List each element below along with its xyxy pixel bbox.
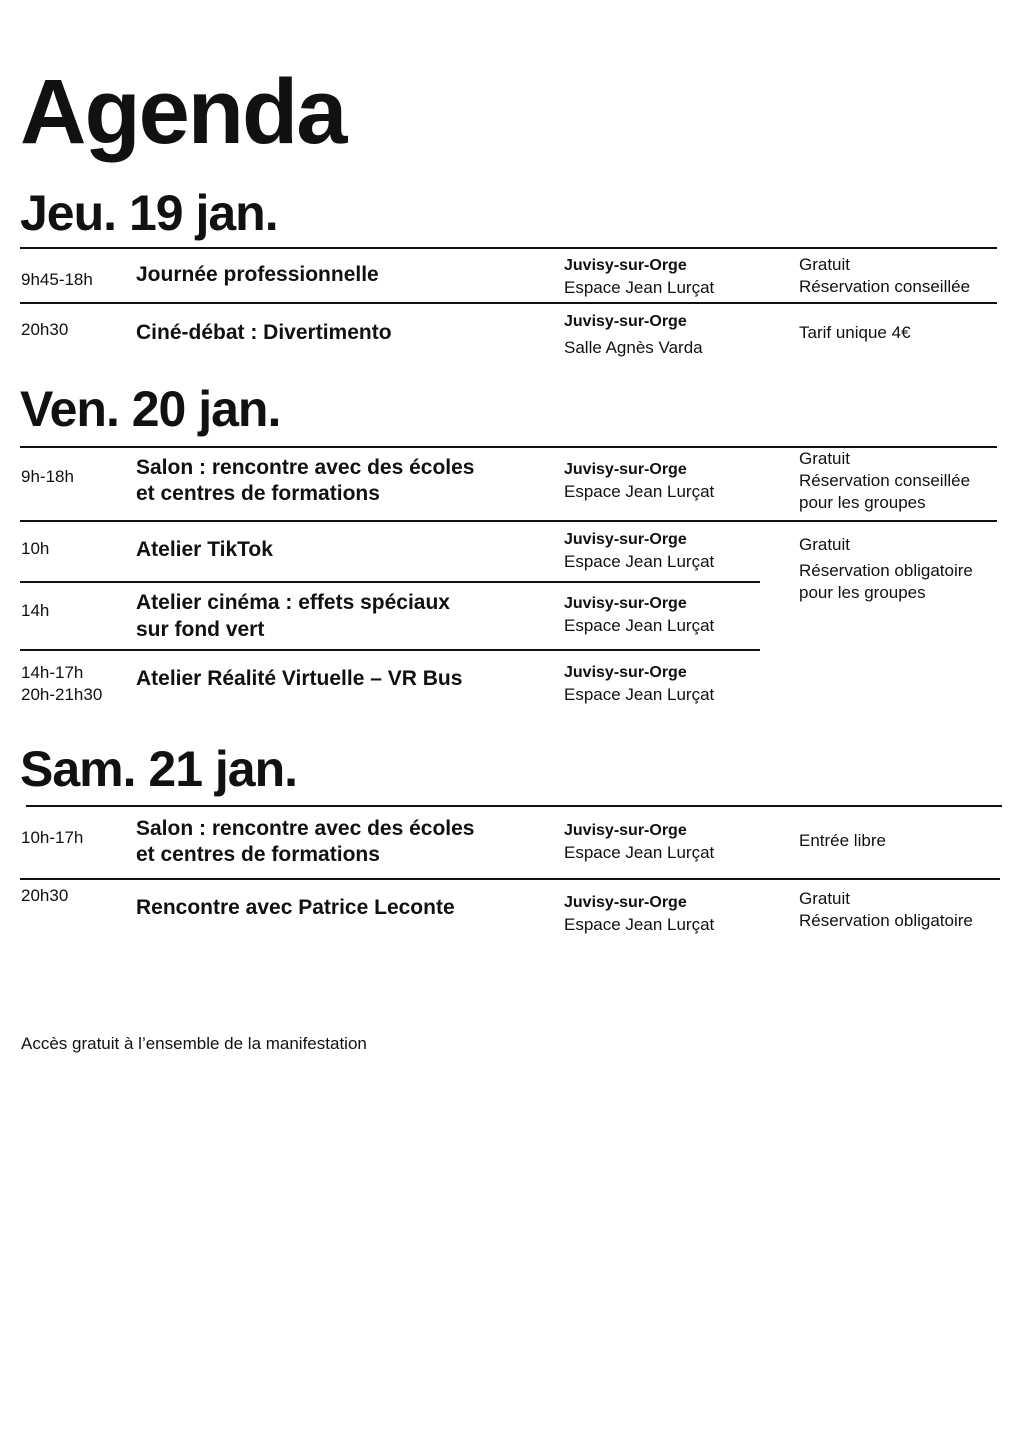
divider (20, 581, 760, 583)
event-title: Journée professionnelle (136, 263, 379, 286)
event-venue: Espace Jean Lurçat (564, 843, 715, 862)
shared-booking: Réservation obligatoire (799, 561, 973, 580)
event-venue: Espace Jean Lurçat (564, 482, 715, 501)
shared-price: Gratuit (799, 535, 851, 554)
event-venue: Espace Jean Lurçat (564, 685, 715, 704)
event-title: Atelier Réalité Virtuelle – VR Bus (136, 667, 463, 690)
event-city: Juvisy-sur-Orge (564, 257, 687, 274)
footer-note: Accès gratuit à l’ensemble de la manifestation (21, 1034, 367, 1053)
event-venue: Espace Jean Lurçat (564, 616, 715, 635)
event-booking-note: pour les groupes (799, 493, 926, 512)
event-time: 20h30 (21, 886, 69, 905)
event-city: Juvisy-sur-Orge (564, 595, 687, 612)
event-booking: Réservation conseillée (799, 471, 971, 490)
event-title-line1: Salon : rencontre avec des écoles (136, 456, 475, 479)
event-price: Tarif unique 4€ (799, 323, 911, 342)
divider (20, 302, 997, 304)
event-title-line2: et centres de formations (136, 482, 380, 505)
event-time: 9h-18h (21, 467, 74, 486)
event-price: Gratuit (799, 889, 851, 908)
event-price: Gratuit (799, 449, 851, 468)
event-venue: Espace Jean Lurçat (564, 552, 715, 571)
page-title: Agenda (20, 61, 346, 163)
day-heading-saturday: Sam. 21 jan. (20, 741, 298, 797)
event-title: Rencontre avec Patrice Leconte (136, 896, 455, 919)
shared-booking-note: pour les groupes (799, 583, 926, 602)
event-price: Gratuit (799, 255, 851, 274)
divider (20, 878, 1000, 880)
event-title: Atelier TikTok (136, 538, 273, 561)
event-venue: Salle Agnès Varda (564, 338, 703, 357)
event-booking: Réservation obligatoire (799, 911, 973, 930)
event-title-line1: Atelier cinéma : effets spéciaux (136, 591, 450, 614)
divider (20, 520, 997, 522)
event-price: Entrée libre (799, 831, 886, 850)
event-title-line2: et centres de formations (136, 843, 380, 866)
divider (26, 805, 1002, 807)
event-time-line2: 20h-21h30 (21, 685, 103, 704)
event-time: 20h30 (21, 320, 69, 339)
event-booking: Réservation conseillée (799, 277, 971, 296)
event-venue: Espace Jean Lurçat (564, 915, 715, 934)
event-title-line2: sur fond vert (136, 618, 265, 641)
event-city: Juvisy-sur-Orge (564, 822, 687, 839)
event-time: 14h (21, 601, 50, 620)
event-time: 10h-17h (21, 828, 84, 847)
divider (20, 446, 997, 448)
divider (20, 247, 997, 249)
event-city: Juvisy-sur-Orge (564, 894, 687, 911)
event-title-line1: Salon : rencontre avec des écoles (136, 817, 475, 840)
event-time: 9h45-18h (21, 270, 93, 289)
event-city: Juvisy-sur-Orge (564, 313, 687, 330)
event-title: Ciné-débat : Divertimento (136, 321, 392, 344)
day-heading-thursday: Jeu. 19 jan. (20, 185, 278, 241)
event-time: 10h (21, 539, 50, 558)
event-city: Juvisy-sur-Orge (564, 531, 687, 548)
event-city: Juvisy-sur-Orge (564, 461, 687, 478)
event-venue: Espace Jean Lurçat (564, 278, 715, 297)
event-city: Juvisy-sur-Orge (564, 664, 687, 681)
event-time-line1: 14h-17h (21, 663, 84, 682)
divider (20, 649, 760, 651)
day-heading-friday: Ven. 20 jan. (20, 381, 281, 437)
